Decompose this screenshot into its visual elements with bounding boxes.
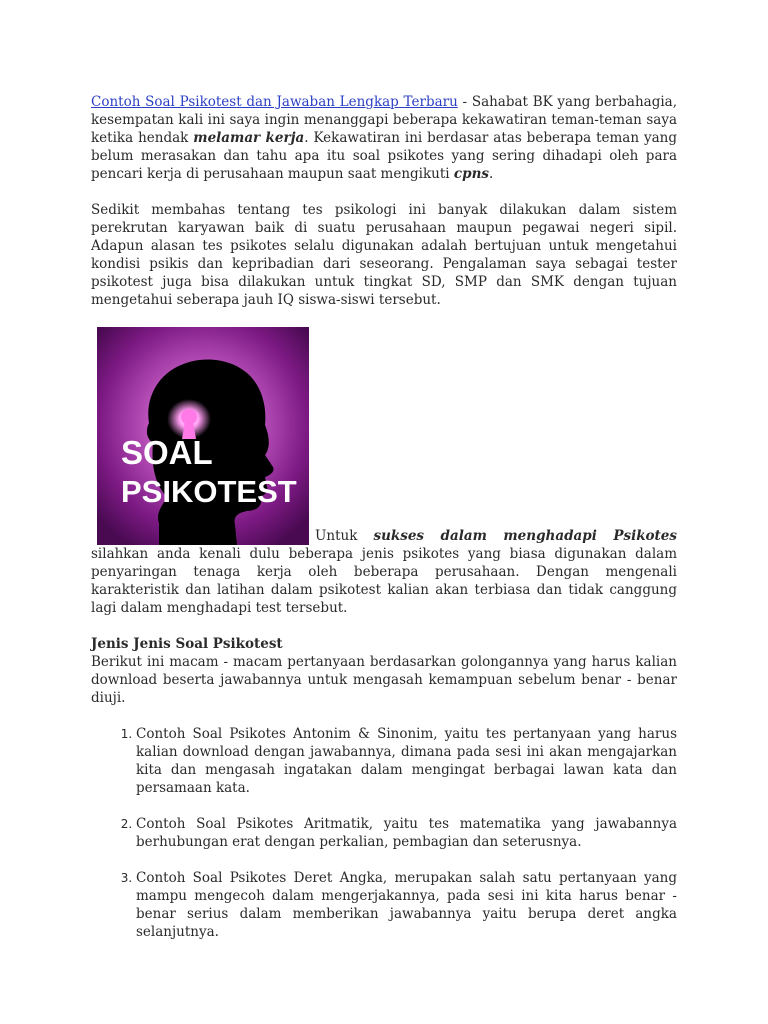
image-text-line1: SOAL <box>121 434 213 471</box>
article <box>91 93 677 959</box>
intro-text-3: . <box>488 166 494 182</box>
image-text-line2: PSIKOTEST <box>121 474 297 509</box>
second-paragraph: Sedikit membahas tentang tes psikologi ini banyak dilakukan dalam sistem perekrutan karyawan baik di suatu perusahaan maupun pegawai negeri sipil. Adapun alasan tes psikotes selalu digunakan adalah bertujuan untuk mengetahui kondisi psikis dan kepribadian dari seseorang. Pengalaman saya sebagai tester psikotest juga bisa dilakukan untuk tingkat SD, SMP dan SMK dengan tujuan mengetahui seberapa jauh IQ siswa-siswi tersebut. <box>91 202 677 308</box>
image-para-emphasis: sukses dalam menghadapi Psikotes <box>373 528 677 544</box>
intro-text-1: - Sahabat BK yang berbahagia, kesempatan kali ini saya ingin menanggapi beberapa kekawatiran teman-teman saya ketika hendak <box>91 94 677 146</box>
psikotes-list <box>91 725 677 941</box>
section-intro: Berikut ini macam - macam pertanyaan berdasarkan golongannya yang harus kalian download beserta jawabannya untuk mengasah kemampuan sebelum benar - benar diuji. <box>91 654 677 706</box>
article-title-link[interactable]: Contoh Soal Psikotest dan Jawaban Lengkap Terbaru <box>91 94 458 110</box>
soal-psikotest-image <box>97 327 309 545</box>
image-para-text-2: silahkan anda kenali dulu beberapa jenis psikotes yang biasa digunakan dalam penyaringan tenaga kerja oleh beberapa perusahaan. Dengan mengenali karakteristik dan latihan dalam psikotest kalian akan terbiasa dan tidak canggung lagi dalam menghadapi test tersebut. <box>91 546 677 616</box>
intro-paragraph <box>91 93 677 183</box>
image-para-text-1: Untuk <box>315 528 374 544</box>
intro-text-2: . Kekawatiran ini berdasar atas beberapa teman yang belum merasakan dan tahu apa itu soal psikotes yang sering dihadapi oleh para pencari kerja di perusahaan maupun saat mengikuti <box>91 130 677 182</box>
list-item: 1. Contoh Soal Psikotes Antonim & Sinonim, yaitu tes pertanyaan yang harus kalian download dengan jawabannya, dimana pada sesi ini akan mengajarkan kita dan mengasah ingatakan dalam mengingat berbagai lawan kata dan persamaan kata. <box>136 725 677 797</box>
intro-emphasis-1: melamar kerja <box>193 130 305 146</box>
image-paragraph <box>91 327 677 617</box>
section-heading: Jenis Jenis Soal Psikotest <box>91 636 283 652</box>
list-item: 3. Contoh Soal Psikotes Deret Angka, merupakan salah satu pertanyaan yang mampu mengecoh dalam mengerjakannya, pada sesi ini kita harus benar - benar serius dalam memberikan jawabannya yaitu berupa deret angka selanjutnya. <box>136 869 677 941</box>
list-item: 2. Contoh Soal Psikotes Aritmatik, yaitu tes matematika yang jawabannya berhubungan erat dengan perkalian, pembagian dan seterusnya. <box>136 815 677 851</box>
intro-emphasis-2: cpns <box>453 166 489 182</box>
